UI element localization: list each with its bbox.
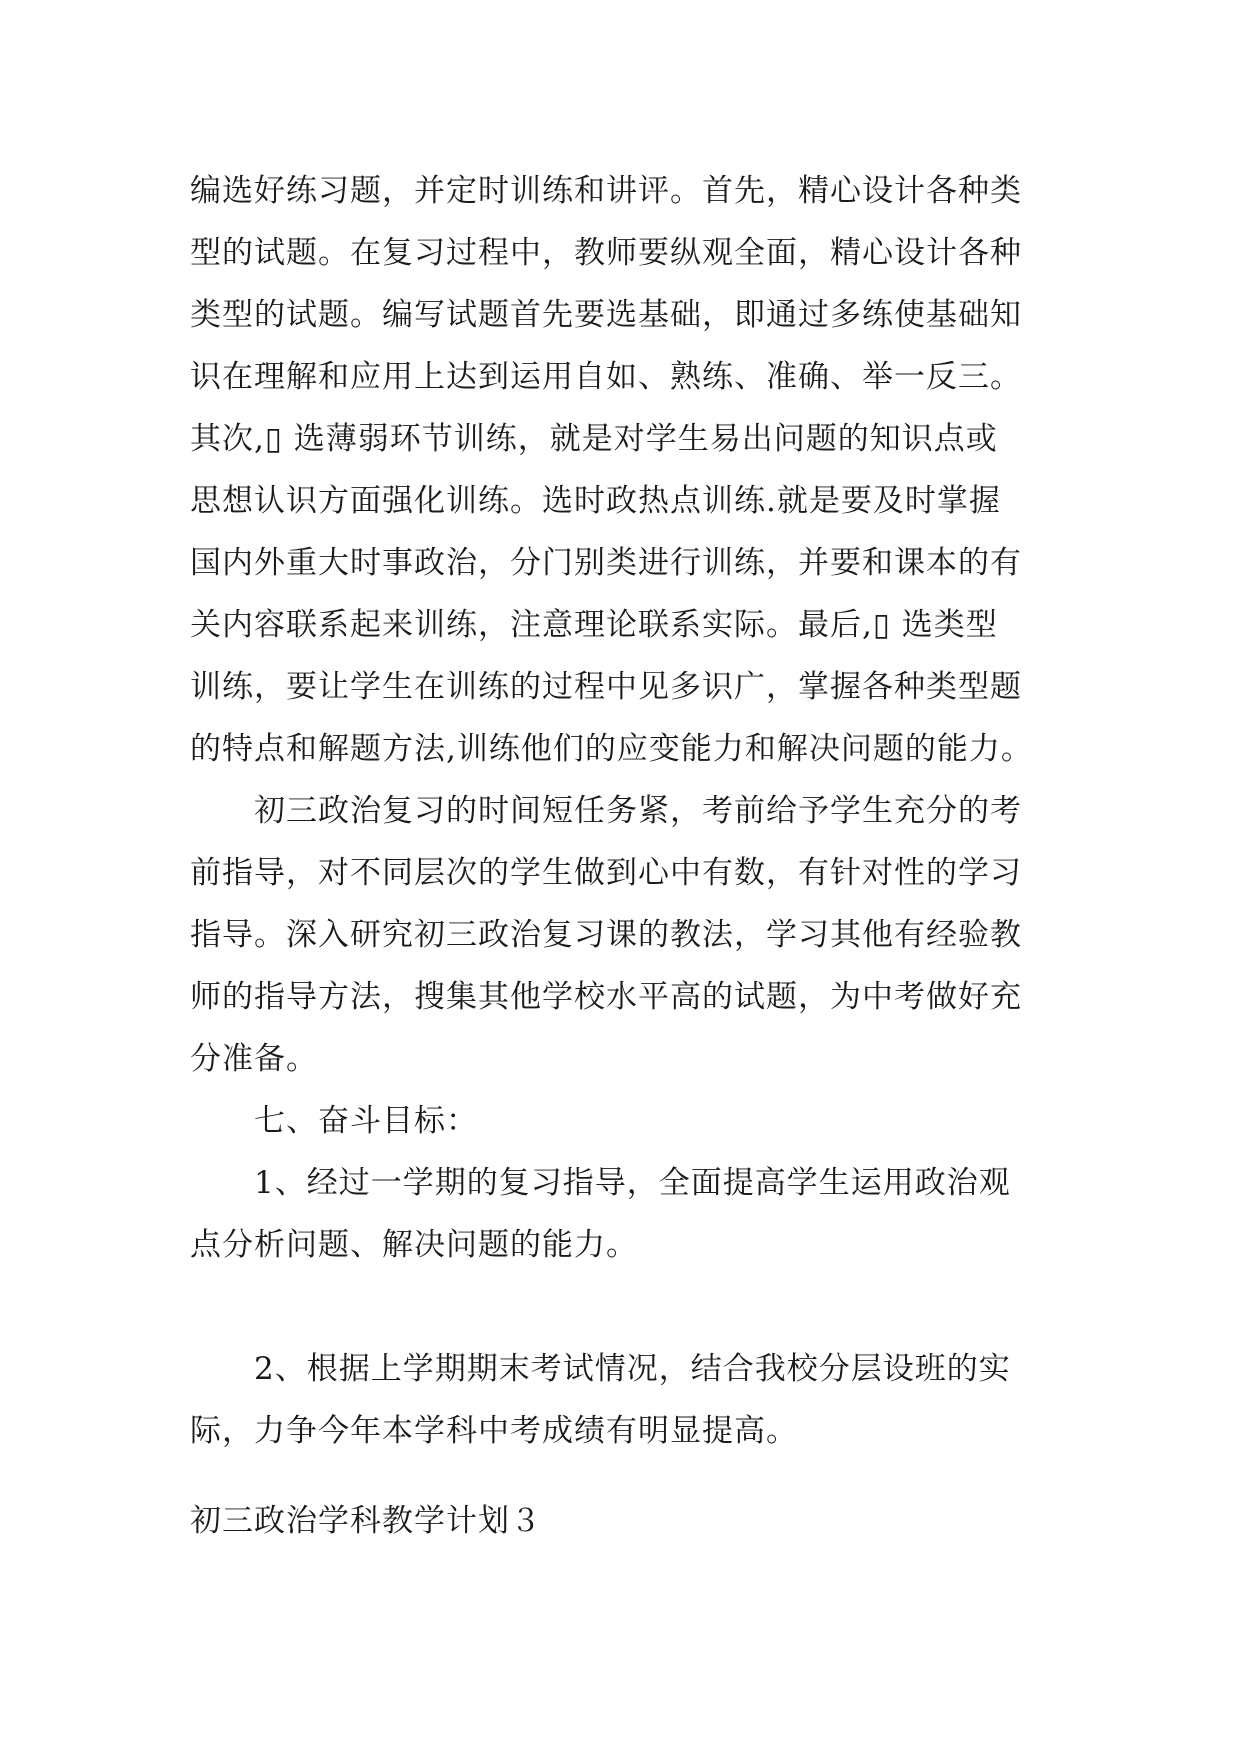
goal-item-2 <box>190 1338 1070 1462</box>
text-line: 的特点和解题方法,训练他们的应变能力和解决问题的能力。 <box>190 731 1033 767</box>
text-line: 师的指导方法，搜集其他学校水平高的试题，为中考做好充 <box>190 979 1022 1015</box>
text-line: 关内容联系起来训练，注意理论联系实际。最后,▯ 选类型 <box>190 607 998 643</box>
text-line: 分准备。 <box>190 1041 318 1077</box>
text-line: 训练，要让学生在训练的过程中见多识广，掌握各种类型题 <box>190 669 1022 705</box>
text-line: 识在理解和应用上达到运用自如、熟练、准确、举一反三。 <box>190 359 1022 395</box>
text-line: 指导。深入研究初三政治复习课的教法，学习其他有经验教 <box>190 917 1022 953</box>
text-line: 1、经过一学期的复习指导，全面提高学生运用政治观 <box>254 1165 1011 1201</box>
text-line: 国内外重大时事政治，分门别类进行训练，并要和课本的有 <box>190 545 1022 581</box>
text-line: 类型的试题。编写试题首先要选基础，即通过多练使基础知 <box>190 297 1022 333</box>
text-line: 前指导，对不同层次的学生做到心中有数，有针对性的学习 <box>190 855 1022 891</box>
paragraph-exam-guidance <box>190 780 1070 1090</box>
text-line: 编选好练习题，并定时训练和讲评。首先，精心设计各种类 <box>190 173 1022 209</box>
goal-item-1 <box>190 1152 1070 1276</box>
section-title: 七、奋斗目标： <box>254 1103 478 1139</box>
text-line: 初三政治复习的时间短任务紧，考前给予学生充分的考 <box>254 793 1022 829</box>
paragraph-training <box>190 160 1070 780</box>
text-line: 型的试题。在复习过程中，教师要纵观全面，精心设计各种 <box>190 235 1022 271</box>
text-line: 其次,▯ 选薄弱环节训练，就是对学生易出问题的知识点或 <box>190 421 998 457</box>
next-section-heading: 初三政治学科教学计划３ <box>190 1503 542 1539</box>
text-line: 点分析问题、解决问题的能力。 <box>190 1227 638 1263</box>
text-line: 2、根据上学期期末考试情况，结合我校分层设班的实 <box>254 1351 1011 1387</box>
document-body <box>190 160 1070 1462</box>
text-line: 际，力争今年本学科中考成绩有明显提高。 <box>190 1413 798 1449</box>
text-line: 思想认识方面强化训练。选时政热点训练.就是要及时掌握 <box>190 483 1001 519</box>
blank-line <box>190 1276 1070 1338</box>
